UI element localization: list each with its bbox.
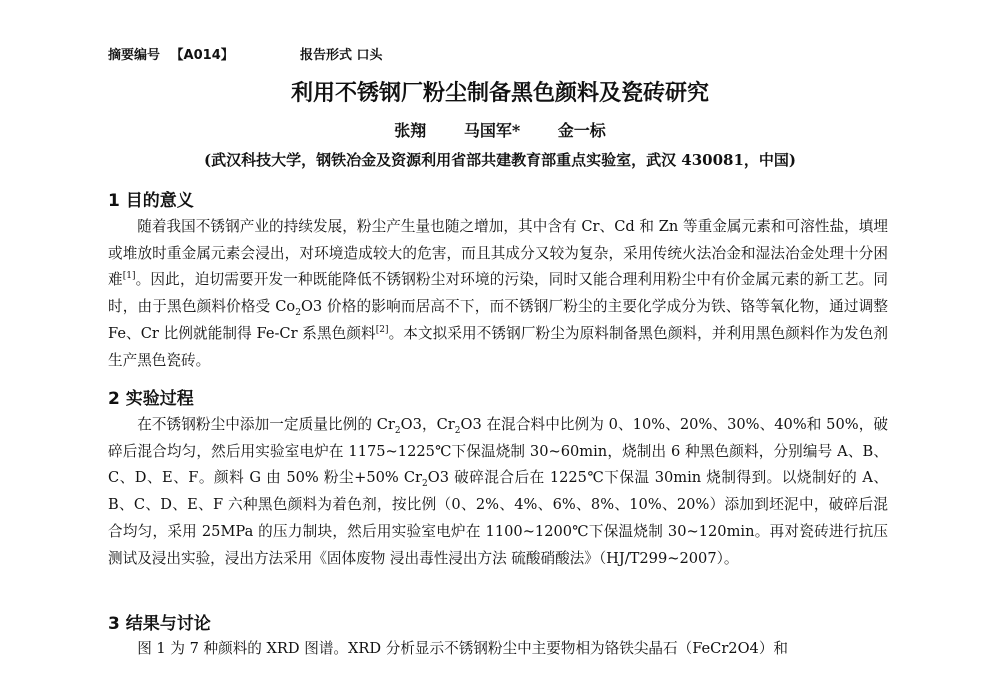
abstract-number-label: 摘要编号 (108, 48, 161, 63)
abstract-meta (108, 44, 383, 63)
paragraph-text: 随着我国不锈钢产业的持续发展，粉尘产生量也随之增加，其中含有 Cr、Cd 和 Zn 等重金属元素和可溶性盐，填埋或堆放时重金属元素会浸出，对环境造成较大的危害，而且其成分又较为复杂，采用传统火法冶金和湿法冶金处理十分困难[1]。因此，迫切需要开发一种既能降低不锈钢粉尘对环境的污染，同时又能合理利用粉尘中有价金属元素的新工艺。同时，由于黑色颜料价格受 $Co_2O3$ 价格的影响而居高不下，而不锈钢厂粉尘的主要化学成分为铁、铬等氧化物，通过调整 Fe、Cr 比例就能制得 Fe-Cr 系黑色颜料[2]。本文拟采用不锈钢厂粉尘为原料制备黑色颜料，并利用黑色颜料作为发色剂生产黑色瓷砖。 (108, 218, 888, 369)
author: 张翔 (394, 121, 427, 140)
paragraph-text: 图 1 为 7 种颜料的 XRD 图谱。XRD 分析显示不锈钢粉尘中主要物相为铬铁尖晶石（FeCr2O4）和 (137, 640, 789, 657)
section-heading-3: 3 结果与讨论 (108, 614, 211, 634)
author: 马国军* (463, 121, 521, 140)
section-paragraph-2 (108, 412, 888, 572)
section-paragraph-3 (108, 636, 888, 663)
section-heading-2: 2 实验过程 (108, 389, 194, 409)
author-list (0, 118, 1000, 141)
report-form: 报告形式 口头 (300, 48, 383, 63)
author: 金一标 (557, 121, 606, 140)
section-heading-1: 1 目的意义 (108, 191, 194, 211)
abstract-number: 【A014】 (170, 48, 234, 63)
section-paragraph-1 (108, 214, 888, 374)
paper-title: 利用不锈钢厂粉尘制备黑色颜料及瓷砖研究 (290, 81, 709, 106)
paragraph-text: 在不锈钢粉尘中添加一定质量比例的 $Cr_2O3$，$Cr_2O3$ 在混合料中比例为 0、10%、20%、30%、40%和 50%，破碎后混合均匀，然后用实验室电炉在 1175~1225℃下保温烧制 30~60min，烧制出 6 种黑色颜料，分别编号 A、B、C、D、E、F。颜料 G 由 50% 粉尘+50% $Cr_2O3$ 破碎混合后在 1225℃下保温 30min 烧制得到。以烧制好的 A、B、C、D、E、F 六种黑色颜料为着色剂，按比例（0、2%、4%、6%、8%、10%、20%）添加到坯泥中，破碎后混合均匀，采用 25MPa 的压力制块，然后用实验室电炉在 1100~1200℃下保温烧制 30~120min。再对瓷砖进行抗压测试及浸出实验，浸出方法采用《固体废物 浸出毒性浸出方法 硫酸硝酸法》（HJ/T299~2007）。 (108, 416, 888, 567)
affiliation: (武汉科技大学，钢铁冶金及资源利用省部共建教育部重点实验室，武汉 430081，中国) (203, 151, 797, 169)
